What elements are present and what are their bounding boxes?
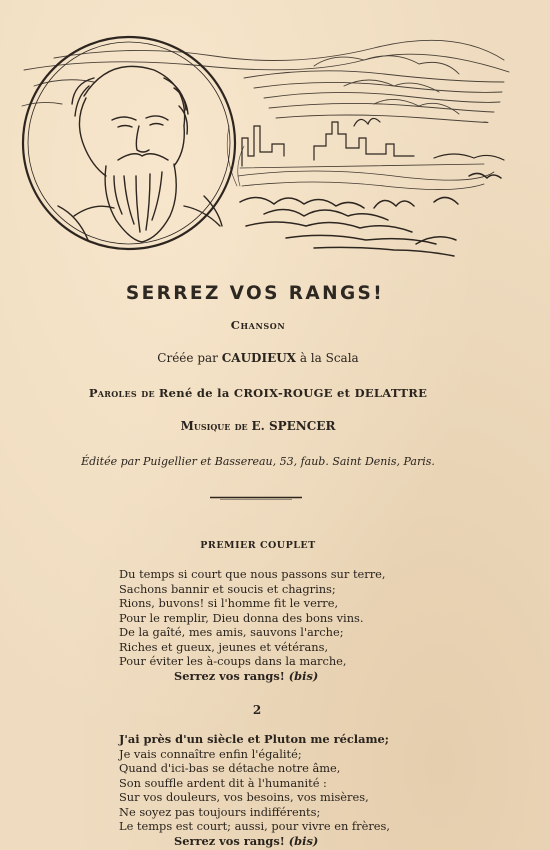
divider-rule xyxy=(210,495,302,500)
refrain-bis: (bis) xyxy=(288,833,319,848)
lyrics-authors: René de la CROIX-ROUGE et DELATTRE xyxy=(158,386,428,400)
verse-line: Ne soyez pas toujours indifférents; xyxy=(119,804,321,819)
verse-line: Du temps si court que nous passons sur terre, xyxy=(119,567,386,581)
verse-line: Sachons bannir et soucis et chagrins; xyxy=(119,581,336,596)
refrain-text: Serrez vos rangs! xyxy=(174,833,285,848)
music-prefix: Musique de xyxy=(180,419,248,433)
verse-line: Le temps est court; aussi, pour vivre en frères, xyxy=(119,819,390,833)
lyrics-prefix: Paroles de xyxy=(88,386,155,400)
engraving-vignette xyxy=(14,26,514,262)
creation-prefix: Créée par xyxy=(157,351,218,365)
song-title: SERREZ VOS RANGS! xyxy=(125,283,385,304)
verse-line: De la gaîté, mes amis, sauvons l'arche; xyxy=(119,625,344,639)
publisher-line: Éditée par Puigellier et Bassereau, 53, faub. Saint Denis, Paris. xyxy=(81,455,435,468)
couplet-number: 2 xyxy=(252,703,262,717)
verse-line: Pour éviter les à-coups dans la marche, xyxy=(119,654,347,668)
stanza-1 xyxy=(119,567,386,683)
verse-line: Sur vos douleurs, vos besoins, vos misères, xyxy=(119,790,369,804)
creation-credit xyxy=(0,351,516,365)
refrain-bis: (bis) xyxy=(288,668,319,683)
lyrics-credit xyxy=(0,386,516,400)
creation-performer: CAUDIEUX xyxy=(221,351,296,365)
verse-line: Son souffle ardent dit à l'humanité : xyxy=(119,775,327,790)
verse-line: Je vais connaître enfin l'égalité; xyxy=(119,746,302,761)
stanza-2 xyxy=(119,732,390,848)
song-genre: Chanson xyxy=(230,318,286,332)
verse-line: Rions, buvons! si l'homme fit le verre, xyxy=(119,596,339,610)
verse-line: Pour le remplir, Dieu donna des bons vins. xyxy=(119,610,364,625)
music-credit xyxy=(0,419,516,433)
refrain-line xyxy=(119,834,390,849)
verse-line: J'ai près d'un siècle et Pluton me réclame; xyxy=(119,732,389,746)
music-composer: E. SPENCER xyxy=(251,419,336,433)
couplet-heading: PREMIER COUPLET xyxy=(200,540,316,551)
creation-suffix: à la Scala xyxy=(299,351,359,365)
verse-line: Quand d'ici-bas se détache notre âme, xyxy=(119,761,341,775)
verse-line: Riches et gueux, jeunes et vétérans, xyxy=(119,639,329,654)
refrain-text: Serrez vos rangs! xyxy=(174,668,285,683)
refrain-line xyxy=(119,669,386,684)
